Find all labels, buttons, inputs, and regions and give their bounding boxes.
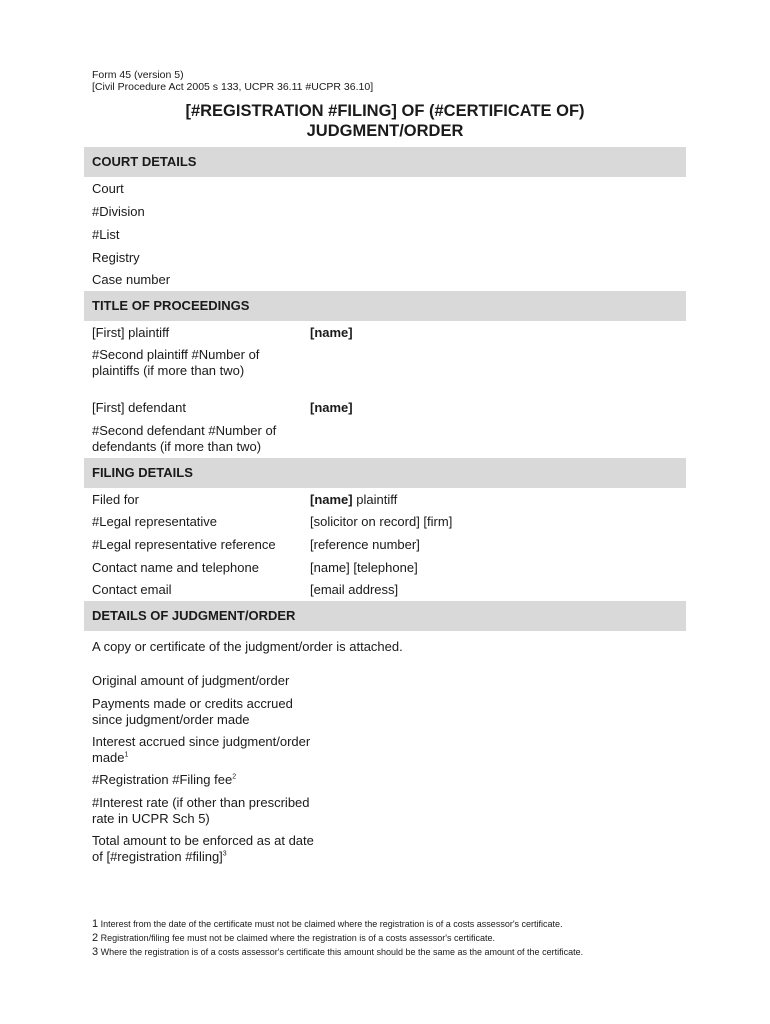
list-label: #List xyxy=(92,227,120,242)
footnote-2-number: 2 xyxy=(92,932,99,944)
interest-line-2-text: made xyxy=(92,750,125,765)
interest-line-2 xyxy=(92,750,310,766)
fee-label-text: #Registration #Filing fee xyxy=(92,772,233,787)
interest-accrued-label xyxy=(92,734,310,766)
filing-details-heading: FILING DETAILS xyxy=(84,458,686,488)
filed-for-value xyxy=(310,492,397,508)
legal-representative-reference-value: [reference number] xyxy=(310,537,420,552)
first-plaintiff-value: [name] xyxy=(310,325,353,340)
title-of-proceedings-heading: TITLE OF PROCEEDINGS xyxy=(84,291,686,321)
total-amount-label xyxy=(92,833,314,865)
form-meta xyxy=(92,69,373,93)
filed-for-label: Filed for xyxy=(92,492,139,507)
second-defendant-label xyxy=(92,423,276,455)
total-amount-line-1: Total amount to be enforced as at date xyxy=(92,833,314,848)
title-line-1: [#REGISTRATION #FILING] OF (#CERTIFICATE OF) xyxy=(185,102,585,120)
second-defendant-line-1: #Second defendant #Number of xyxy=(92,423,277,438)
court-details-heading: COURT DETAILS xyxy=(84,147,686,177)
footnote-3-text: Where the registration is of a costs assessor's certificate this amount should be the same as the amount of the certificate. xyxy=(98,947,584,957)
second-defendant-line-2: defendants (if more than two) xyxy=(92,439,262,454)
footnote-2-text: Registration/filing fee must not be claimed where the registration is of a costs assessor's certificate. xyxy=(98,933,496,943)
footnote-ref-1: 1 xyxy=(124,751,129,759)
contact-label: Contact name and telephone xyxy=(92,560,259,575)
first-defendant-label: [First] defendant xyxy=(92,400,186,415)
division-label: #Division xyxy=(92,204,145,219)
footnote-2 xyxy=(92,932,495,944)
footnote-1 xyxy=(92,918,563,930)
interest-rate-line-2: rate in UCPR Sch 5) xyxy=(92,811,210,826)
contact-email-value: [email address] xyxy=(310,582,399,597)
second-plaintiff-line-2: plaintiffs (if more than two) xyxy=(92,363,245,378)
payments-line-2: since judgment/order made xyxy=(92,712,250,727)
second-plaintiff-label xyxy=(92,347,259,379)
second-plaintiff-line-1: #Second plaintiff #Number of xyxy=(92,347,260,362)
legal-representative-label: #Legal representative xyxy=(92,514,218,529)
judgment-details-heading: DETAILS OF JUDGMENT/ORDER xyxy=(84,601,686,631)
filed-for-name: [name] xyxy=(310,492,353,507)
title-line-2: JUDGMENT/ORDER xyxy=(306,122,464,140)
filed-for-role: plaintiff xyxy=(352,492,398,507)
attached-statement: A copy or certificate of the judgment/order is attached. xyxy=(92,639,403,654)
footnote-1-number: 1 xyxy=(92,918,99,930)
payments-label xyxy=(92,696,293,728)
contact-value: [name] [telephone] xyxy=(310,560,418,575)
footnote-3-number: 3 xyxy=(92,946,99,958)
total-amount-line-2-text: of [#registration #filing] xyxy=(92,849,223,864)
footnote-ref-2: 2 xyxy=(232,773,237,781)
interest-rate-line-1: #Interest rate (if other than prescribed xyxy=(92,795,310,810)
footnote-ref-3: 3 xyxy=(222,850,227,858)
first-plaintiff-label: [First] plaintiff xyxy=(92,325,170,340)
interest-rate-label xyxy=(92,795,310,827)
payments-line-1: Payments made or credits accrued xyxy=(92,696,293,711)
footnote-1-text: Interest from the date of the certificate must not be claimed where the registration is of a costs assessor's certificate. xyxy=(98,919,563,929)
registry-label: Registry xyxy=(92,250,140,265)
original-amount-label: Original amount of judgment/order xyxy=(92,673,290,688)
fee-label xyxy=(92,772,236,788)
first-defendant-value: [name] xyxy=(310,400,353,415)
court-label: Court xyxy=(92,181,124,196)
legal-representative-value: [solicitor on record] [firm] xyxy=(310,514,453,529)
legal-representative-reference-label: #Legal representative reference xyxy=(92,537,276,552)
total-amount-line-2 xyxy=(92,849,314,865)
footnote-3 xyxy=(92,946,583,958)
form-number: Form 45 (version 5) xyxy=(92,69,184,81)
contact-email-label: Contact email xyxy=(92,582,172,597)
interest-line-1: Interest accrued since judgment/order xyxy=(92,734,311,749)
document-title xyxy=(84,101,686,141)
case-number-label: Case number xyxy=(92,272,171,287)
form-authority: [Civil Procedure Act 2005 s 133, UCPR 36.11 #UCPR 36.10] xyxy=(92,81,374,93)
